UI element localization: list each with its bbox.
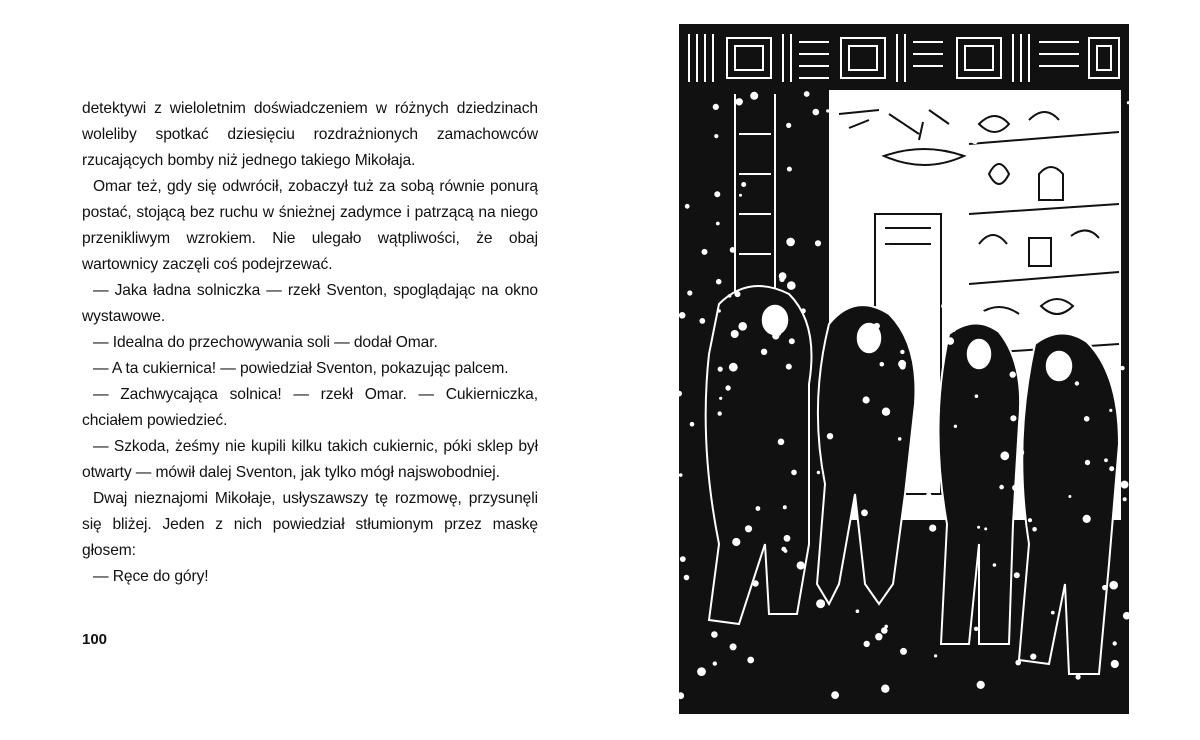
snowflake — [898, 437, 902, 441]
snowflake — [1085, 460, 1090, 465]
snowflake — [952, 329, 956, 333]
snowflake — [679, 312, 686, 319]
snowflake — [779, 277, 784, 282]
illustration — [679, 24, 1129, 714]
snowflake — [954, 425, 957, 428]
snowflake — [1012, 485, 1018, 491]
snowflake — [993, 563, 997, 567]
snowflake — [880, 362, 885, 367]
snowflake — [730, 643, 737, 650]
snowflake — [982, 196, 986, 200]
snowflake — [702, 249, 708, 255]
snowflake — [975, 394, 979, 398]
snowflake — [699, 318, 705, 324]
snowflake — [718, 411, 722, 415]
snowflake — [756, 506, 761, 511]
snowflake — [1076, 674, 1081, 679]
snowflake — [1109, 409, 1112, 412]
snowflake — [1028, 518, 1032, 522]
snowflake — [881, 627, 888, 634]
snowflake — [979, 265, 983, 269]
snowflake — [786, 123, 791, 128]
snowflake — [1014, 572, 1020, 578]
snowflake — [679, 473, 683, 477]
snowflake — [884, 625, 888, 629]
snowflake — [714, 134, 718, 138]
snowflake — [900, 648, 907, 655]
snowflake — [684, 575, 690, 581]
snowflake — [1123, 497, 1127, 501]
snowflake — [899, 124, 904, 129]
snowflake — [685, 204, 690, 209]
snowflake — [831, 691, 839, 699]
snowflake — [864, 641, 870, 647]
snowflake — [680, 556, 686, 562]
snowflake — [860, 265, 868, 273]
snowflake — [1030, 654, 1036, 660]
snowflake — [851, 204, 858, 211]
snowflake — [1051, 196, 1054, 199]
text-page — [82, 96, 538, 590]
snowflake — [1010, 415, 1016, 421]
snowflake — [791, 470, 797, 476]
snowflake — [978, 310, 985, 317]
snowflake — [1081, 156, 1086, 161]
snowflake — [861, 509, 868, 516]
snowflake — [941, 303, 948, 310]
snowflake — [1015, 660, 1021, 666]
snowflake — [974, 627, 978, 631]
snowflake — [873, 136, 882, 145]
snowflake — [897, 232, 904, 239]
snowflake — [1007, 297, 1016, 306]
snowflake — [947, 337, 955, 345]
snowflake — [1004, 289, 1007, 292]
snowflake — [735, 291, 741, 297]
snowflake — [1120, 366, 1124, 370]
snowflake — [1051, 611, 1055, 615]
snowflake — [787, 167, 792, 172]
snowflake — [856, 609, 860, 613]
snowflake — [787, 281, 796, 290]
snowflake — [736, 98, 743, 105]
snowflake — [914, 415, 923, 424]
snowflake — [900, 363, 906, 369]
snowflake — [1004, 155, 1010, 161]
figure-3 — [938, 323, 1020, 644]
snowflake — [784, 535, 791, 542]
snowflake — [884, 187, 890, 193]
snowflake — [725, 385, 730, 390]
snowflake — [732, 538, 740, 546]
snowflake — [972, 138, 978, 144]
snowflake — [813, 109, 820, 116]
paragraph-5: — A ta cukiernica! — powiedział Sventon, pokazując palcem. — [93, 360, 509, 377]
snowflake — [932, 223, 939, 230]
snowflake — [1083, 515, 1091, 523]
snowflake — [718, 367, 723, 372]
paragraph-7: — Szkoda, żeśmy nie kupili kilku takich cukiernic, póki sklep był otwarty — mówił dalej Sventon, jak tylko mógł najswobodniej. — [82, 438, 538, 481]
snowflake — [929, 525, 936, 532]
snowflake — [713, 104, 719, 110]
paragraph-6: — Zachwycająca solnica! — rzekł Omar. — Cukierniczka, chciałem powiedzieć. — [82, 386, 538, 429]
snowflake — [1102, 585, 1107, 590]
snowflake — [1017, 132, 1022, 137]
snowflake — [1111, 660, 1119, 668]
snowflake — [934, 654, 937, 657]
snowflake — [752, 580, 758, 586]
snowflake — [1068, 495, 1071, 498]
snowflake — [977, 681, 985, 689]
snowflake — [1104, 93, 1109, 98]
snowflake — [863, 396, 870, 403]
snowflake — [786, 238, 795, 247]
snowflake — [815, 240, 821, 246]
snowflake — [687, 290, 692, 295]
snowflake — [714, 191, 720, 197]
snowflake — [827, 433, 833, 439]
snowflake — [1050, 201, 1055, 206]
snowflake — [826, 109, 829, 112]
snowflake — [1077, 304, 1081, 308]
snowflake — [778, 332, 781, 335]
snowflake — [1109, 466, 1114, 471]
snowflake — [1081, 255, 1084, 258]
snowflake — [862, 326, 870, 334]
snowflake — [837, 137, 845, 145]
snowflake — [1017, 449, 1025, 457]
snowflake — [1104, 458, 1108, 462]
snowflake — [1075, 381, 1079, 385]
snowflake — [957, 144, 962, 149]
snowflake — [738, 322, 747, 331]
snowflake — [1000, 451, 1009, 460]
paragraph-9: — Ręce do góry! — [93, 568, 209, 585]
snowflake — [1006, 254, 1015, 263]
snowflake — [728, 294, 732, 298]
paragraph-1: detektywi z wieloletnim doświadczeniem w różnych dziedzinach woleliby spotkać dziesięciu rozdrażnionych zamachowców rzucających bomby niż jednego takiego Mikołaja. — [82, 100, 538, 169]
paragraph-3: — Jaka ładna solniczka — rzekł Sventon, spoglądając na okno wystawowe. — [82, 282, 538, 325]
snowflake — [884, 245, 892, 253]
snowflake — [960, 320, 965, 325]
snowflake — [939, 172, 946, 179]
snowflake — [984, 527, 987, 530]
snowflake — [817, 471, 820, 474]
snowflake — [886, 167, 894, 175]
snowflake — [926, 493, 931, 498]
snowflake — [778, 439, 785, 446]
snowflake — [874, 323, 880, 329]
snowflake — [718, 309, 721, 312]
snowflake — [1032, 527, 1037, 532]
snowflake — [797, 561, 805, 569]
snowflake — [781, 547, 786, 552]
snowflake — [1106, 291, 1112, 297]
snowflake — [804, 91, 810, 97]
snowflake — [915, 286, 918, 289]
snowflake — [731, 330, 739, 338]
snowflake — [1084, 416, 1090, 422]
snowflake — [882, 408, 890, 416]
snowflake — [741, 182, 746, 187]
snowflake — [713, 661, 717, 665]
snowflake — [761, 349, 767, 355]
snowflake — [999, 485, 1004, 490]
snowflake — [690, 422, 695, 427]
snowflake — [789, 338, 795, 344]
snowflake — [923, 295, 927, 299]
snowflake — [750, 92, 758, 100]
snowflake — [1121, 481, 1129, 489]
snowflake — [1066, 364, 1070, 368]
snowflake — [1035, 301, 1040, 306]
snowflake — [730, 247, 736, 253]
snowflake — [816, 599, 825, 608]
snowflake — [900, 350, 904, 354]
snowflake — [783, 505, 787, 509]
snowflake — [1010, 371, 1016, 377]
paragraph-4: — Idealna do przechowywania soli — dodał Omar. — [93, 334, 438, 351]
paragraph-8: Dwaj nieznajomi Mikołaje, usłyszawszy tę rozmowę, przysunęli się bliżej. Jeden z nich powiedział stłumionym przez maskę głosem: — [82, 490, 538, 559]
snowflake — [716, 279, 722, 285]
snowflake — [1109, 581, 1118, 590]
snowflake — [697, 667, 706, 676]
illustration-drawing — [679, 24, 1129, 714]
snowflake — [719, 397, 722, 400]
snowflake — [875, 633, 882, 640]
page-number: 100 — [82, 631, 108, 648]
snowflake — [786, 364, 792, 370]
snowflake — [1102, 277, 1110, 285]
snowflake — [929, 392, 933, 396]
snowflake — [739, 194, 742, 197]
snowflake — [831, 233, 838, 240]
snowflake — [745, 525, 752, 532]
snowflake — [1113, 641, 1117, 645]
snowflake — [801, 308, 806, 313]
snowflake — [1024, 308, 1029, 313]
snowflake — [873, 145, 882, 154]
snowflake — [861, 282, 869, 290]
snowflake — [977, 526, 980, 529]
figure-4 — [1019, 333, 1119, 674]
snowflake — [711, 631, 718, 638]
snowflake — [729, 363, 738, 372]
snowflake — [881, 685, 889, 693]
snowflake — [896, 131, 901, 136]
snowflake — [747, 657, 754, 664]
paragraph-2: Omar też, gdy się odwrócił, zobaczył tuż za sobą równie ponurą postać, stojącą bez ruchu w śnieżnej zadymce i patrzącą na niego przenikliwym wzrokiem. Nie ulegało wątpliwości, że obaj wartownicy zaczęli coś podejrzewać. — [82, 178, 538, 273]
snowflake — [971, 175, 975, 179]
snowflake — [716, 222, 720, 226]
